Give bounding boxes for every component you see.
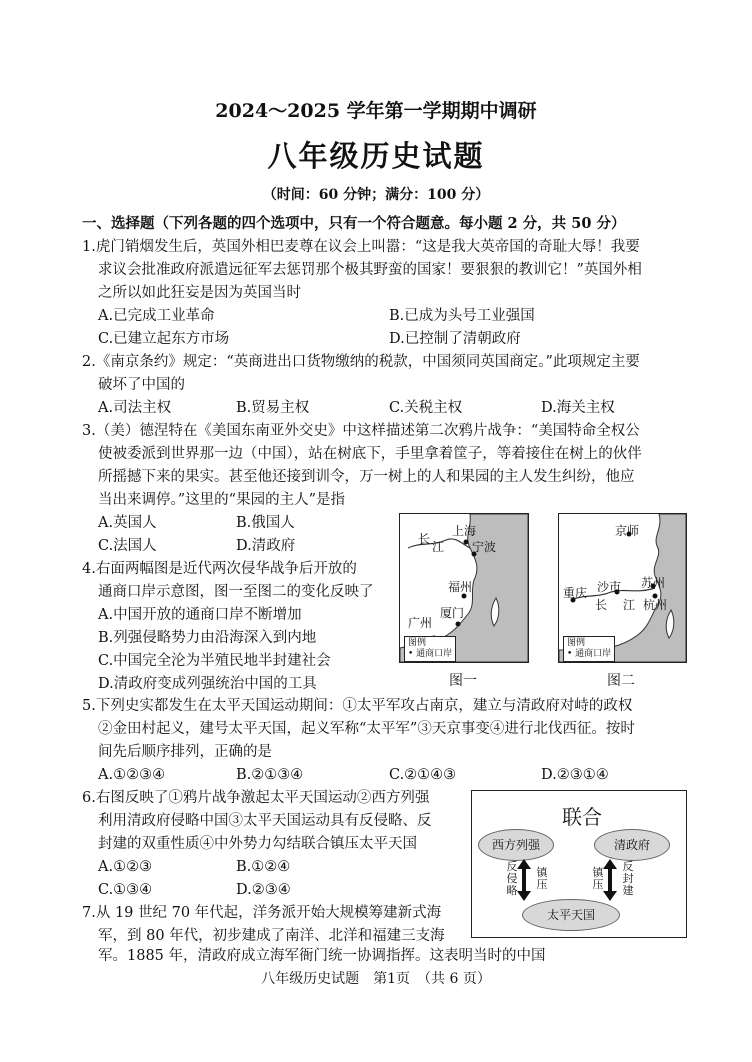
map1-label-fuzhou: 福州	[448, 580, 473, 594]
map-figure-1	[399, 513, 529, 663]
exam-title-subject: 八年级历史试题	[267, 139, 485, 173]
node-taiping: 太平天国	[522, 899, 620, 931]
map1-legend	[404, 636, 456, 662]
node-qing-government: 清政府	[594, 829, 670, 861]
q2-option-d[interactable]: D.海关主权	[541, 400, 615, 416]
relationship-diagram	[471, 790, 687, 938]
q1-option-b[interactable]: B.已成为头号工业强国	[389, 308, 535, 324]
map2-legend-item: • 通商口岸	[567, 649, 612, 659]
map1-legend-item: • 通商口岸	[408, 649, 453, 659]
q1-option-a[interactable]: A.已完成工业革命	[98, 308, 215, 324]
map2-label-chongqing: 重庆	[563, 586, 588, 600]
q3-option-b[interactable]: B.俄国人	[236, 515, 295, 531]
map-figure-2	[558, 513, 687, 663]
q2-option-c[interactable]: C.关税主权	[389, 400, 463, 416]
q6-line: 封建的双重性质④中外势力勾结联合镇压太平天国	[98, 836, 417, 852]
q6-option-a[interactable]: A.①②③	[98, 859, 153, 875]
q2-line: 破坏了中国的	[98, 377, 185, 393]
label-suppress-left: 镇压	[536, 866, 548, 891]
q5-line: 间先后顺序排列，正确的是	[98, 744, 272, 760]
map1-label-river-2: 江	[432, 540, 445, 554]
map2-label-hangzhou: 杭州	[643, 598, 668, 612]
map2-legend-title: 图例	[567, 638, 586, 648]
q7-line: 军，到 80 年代，初步建成了南洋、北洋和福建三支海	[98, 928, 445, 944]
map1-label-river-1: 长	[418, 532, 431, 546]
q5-line: 5.下列史实都发生在太平天国运动期间：①太平军攻占南京，建立与清政府对峙的政权	[82, 698, 633, 714]
q4-option-b[interactable]: B.列强侵略势力由沿海深入到内地	[98, 630, 317, 646]
q6-line: 利用清政府侵略中国③太平天国运动具有反侵略、反	[98, 813, 432, 829]
q6-line: 6.右图反映了①鸦片战争激起太平天国运动②西方列强	[82, 790, 430, 806]
map2-label-jingshi: 京师	[615, 524, 640, 538]
label-suppress-right: 镇压	[592, 866, 604, 891]
map1-label-xiamen: 厦门	[440, 606, 465, 620]
q5-option-a[interactable]: A.①②③④	[98, 767, 166, 783]
diagram-arrows	[472, 791, 686, 937]
map2-label-river-2: 江	[623, 598, 636, 612]
map1-legend-title: 图例	[408, 638, 427, 648]
exam-info: （时间：60 分钟；满分：100 分）	[262, 187, 490, 203]
q1-option-d[interactable]: D.已控制了清朝政府	[389, 331, 521, 347]
q3-option-a[interactable]: A.英国人	[98, 515, 157, 531]
q4-option-a[interactable]: A.中国开放的通商口岸不断增加	[98, 607, 302, 623]
q4-line: 通商口岸示意图，图一至图二的变化反映了	[98, 584, 374, 600]
q6-option-c[interactable]: C.①③④	[98, 882, 153, 898]
q4-option-c[interactable]: C.中国完全沦为半殖民地半封建社会	[98, 653, 331, 669]
q1-line: 求议会批准政府派遣远征军去惩罚那个极其野蛮的国家！要狠狠的教训它！”英国外相	[98, 262, 642, 278]
section-heading: 一、选择题（下列各题的四个选项中，只有一个符合题意。每小题 2 分，共 50 分）	[82, 215, 626, 232]
q3-option-d[interactable]: D.清政府	[236, 538, 296, 554]
map1-label-guangzhou: 广州	[408, 616, 433, 630]
q2-line: 2.《南京条约》规定：“英商进出口货物缴纳的税款，中国须同英国商定。”此项规定主要	[82, 354, 640, 370]
page-footer: 八年级历史试题 第1页 （共 6 页）	[261, 971, 491, 987]
map1-label-shanghai: 上海	[452, 524, 477, 538]
q3-option-c[interactable]: C.法国人	[98, 538, 157, 554]
map1-caption: 图一	[449, 673, 477, 689]
exam-title-year: 2024～2025 学年第一学期期中调研	[215, 100, 537, 122]
q6-option-b[interactable]: B.①②④	[236, 859, 291, 875]
node-western-powers: 西方列强	[478, 829, 554, 861]
q4-line: 4.右面两幅图是近代两次侵华战争后开放的	[82, 561, 357, 577]
label-anti-aggression: 反侵略	[506, 860, 518, 897]
q5-option-d[interactable]: D.②③①④	[541, 767, 609, 783]
q5-option-b[interactable]: B.②①③④	[236, 767, 304, 783]
q2-option-a[interactable]: A.司法主权	[98, 400, 172, 416]
q6-option-d[interactable]: D.②③④	[236, 882, 291, 898]
q1-line: 之所以如此狂妄是因为英国当时	[98, 285, 301, 301]
diagram-title: 联合	[562, 805, 602, 829]
q1-option-c[interactable]: C.已建立起东方市场	[98, 331, 230, 347]
q3-line: 当出来调停。”这里的“果园的主人”是指	[98, 492, 345, 508]
q4-option-d[interactable]: D.清政府变成列强统治中国的工具	[98, 676, 317, 692]
q1-line: 1.虎门销烟发生后，英国外相巴麦尊在议会上叫嚣：“这是我大英帝国的奇耻大辱！我要	[82, 239, 640, 255]
map2-label-suzhou: 苏州	[641, 576, 666, 590]
q3-line: 所摇撼下来的果实。甚至他还接到训令，万一树上的人和果园的主人发生纠纷，他应	[98, 469, 635, 485]
q5-option-c[interactable]: C.②①④③	[389, 767, 457, 783]
map2-legend	[563, 636, 615, 662]
map1-label-ningbo: 宁波	[472, 540, 497, 554]
label-anti-feudal: 反封建	[622, 860, 634, 897]
q5-line: ②金田村起义，建号太平天国，起义军称“太平军”③天京事变④进行北伐西征。按时	[98, 721, 635, 737]
q3-line: 使被委派到世界那一边（中国），站在树底下，手里拿着筐子，等着接住在树上的伙伴	[98, 446, 642, 462]
q7-line: 军。1885 年，清政府成立海军衙门统一协调指挥。这表明当时的中国	[98, 948, 546, 964]
map2-caption: 图二	[607, 673, 635, 689]
map2-label-shashi: 沙市	[597, 580, 622, 594]
map2-label-river-1: 长	[595, 598, 608, 612]
q7-line: 7.从 19 世纪 70 年代起，洋务派开始大规模筹建新式海	[82, 905, 442, 921]
q2-option-b[interactable]: B.贸易主权	[236, 400, 310, 416]
q3-line: 3.（美）德涅特在《美国东南亚外交史》中这样描述第二次鸦片战争：“美国特命全权公	[82, 423, 640, 439]
